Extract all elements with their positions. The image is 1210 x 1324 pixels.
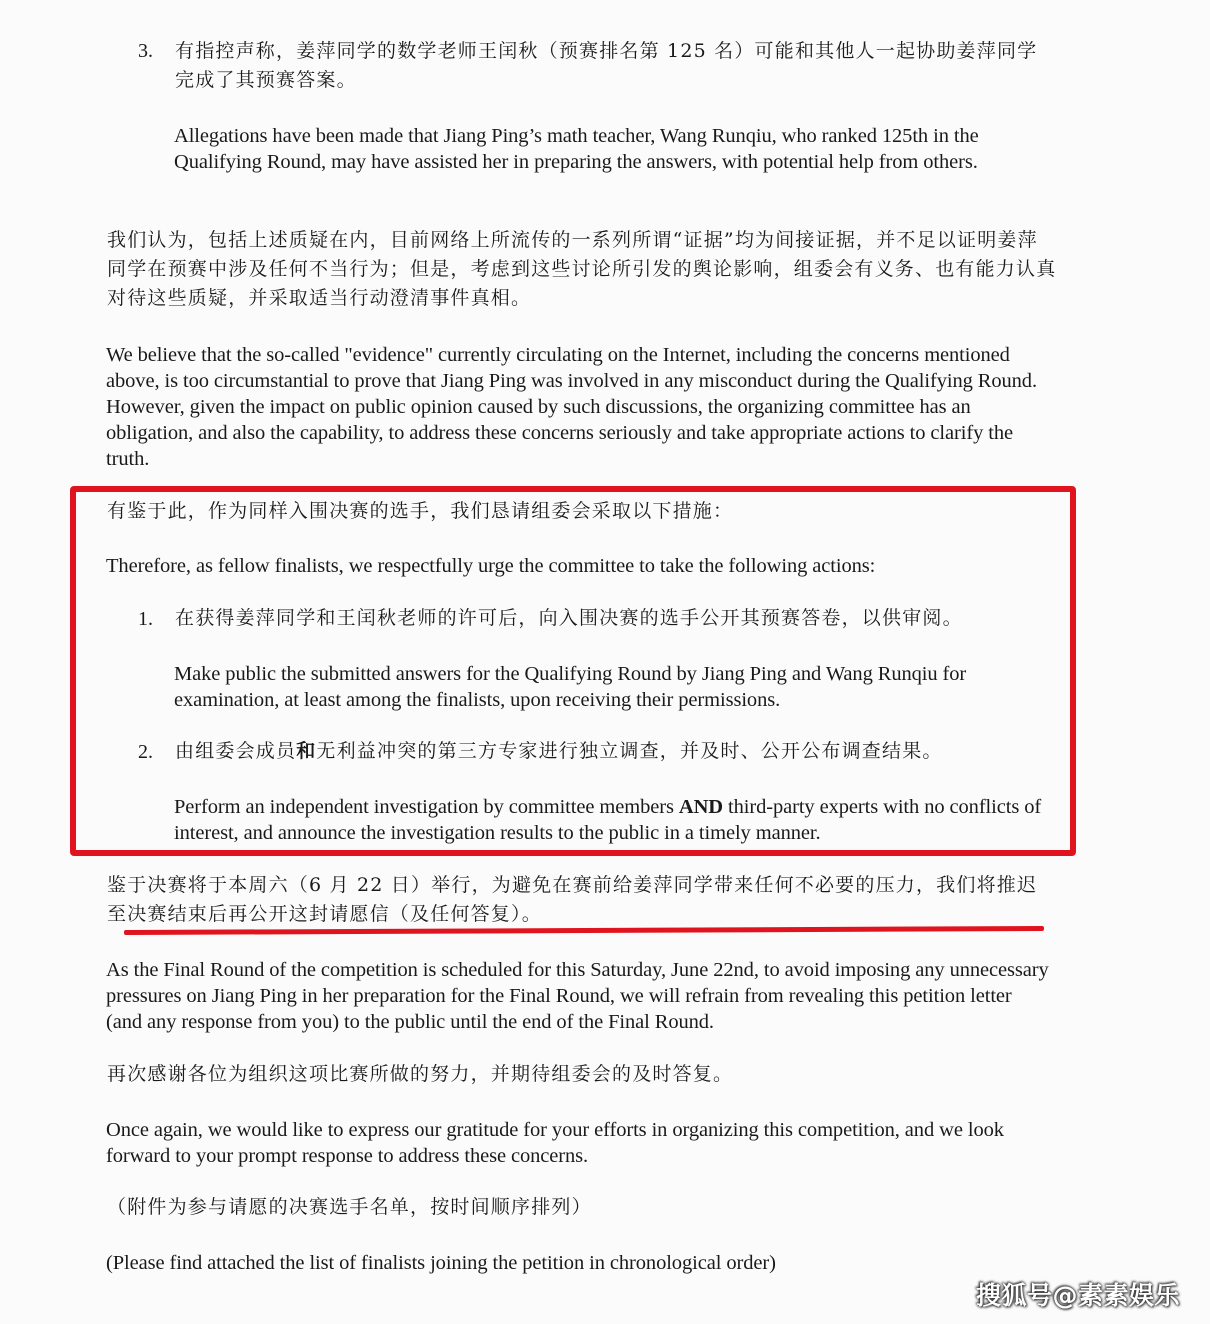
therefore-zh: 有鉴于此，作为同样入围决赛的选手，我们恳请组委会采取以下措施：	[107, 500, 734, 522]
attachment-en: (Please find attached the list of finalists joining the petition in chronological order)	[106, 1252, 776, 1274]
action-2-zh: 由组委会成员和无利益冲突的第三方专家进行独立调查，并及时、公开公布调查结果。	[175, 740, 943, 762]
action-1-en: Make public the submitted answers for the Qualifying Round by Jiang Ping and Wang Runqiu for examination, at least among the finalists, upon receiving their permissions.	[174, 663, 967, 711]
final-round-en: As the Final Round of the competition is scheduled for this Saturday, June 22nd, to avoid imposing any unnecessary pressures on Jiang Ping in her preparation for the Final Round, we will refrain from revealing this petition letter (and any response from you) to the public until the end of the Final Round.	[106, 959, 1049, 1033]
belief-zh: 我们认为，包括上述质疑在内，目前网络上所流传的一系列所谓“证据”均为间接证据，并不足以证明姜萍同学在预赛中涉及任何不当行为；但是，考虑到这些讨论所引发的舆论影响，组委会有义务、也有能力认真对待这些质疑，并采取适当行动澄清事件真相。	[107, 229, 1057, 309]
final-round-zh: 鉴于决赛将于本周六（6 月 22 日）举行，为避免在赛前给姜萍同学带来任何不必要的压力，我们将推迟至决赛结束后再公开这封请愿信（及任何答复）。	[107, 874, 1038, 925]
thanks-en: Once again, we would like to express our gratitude for your efforts in organizing this competition, and we look forward to your prompt response to address these concerns.	[106, 1119, 1004, 1167]
action-2-number: 2.	[138, 741, 153, 763]
thanks-zh: 再次感谢各位为组织这项比赛所做的努力，并期待组委会的及时答复。	[107, 1063, 734, 1085]
action-2-en-bold: AND	[678, 796, 723, 818]
item-3-en: Allegations have been made that Jiang Ping’s math teacher, Wang Runqiu, who ranked 125th in the Qualifying Round, may have assisted her in preparing the answers, with potential help from others.	[174, 125, 979, 173]
item-3-zh: 有指控声称，姜萍同学的数学老师王闰秋（预赛排名第 125 名）可能和其他人一起协助姜萍同学完成了其预赛答案。	[175, 40, 1038, 91]
belief-en: We believe that the so-called "evidence" currently circulating on the Internet, including the concerns mentioned above, is too circumstantial to prove that Jiang Ping was involved in any misconduct during the Qualifying Round. However, given the impact on public opinion caused by such discussions, the organizing committee has an obligation, and also the capability, to address these concerns seriously and take appropriate actions to clarify the truth.	[106, 344, 1037, 470]
item-3-number: 3.	[138, 40, 153, 62]
attachment-zh: （附件为参与请愿的决赛选手名单，按时间顺序排列）	[107, 1196, 592, 1218]
action-2-en: Perform an independent investigation by committee members AND third-party experts with no conflicts of interest, and announce the investigation results to the public in a timely manner.	[174, 796, 1042, 844]
action-2-zh-bold: 和	[296, 740, 317, 762]
watermark: 搜狐号@素素娱乐	[975, 1281, 1180, 1310]
action-1-number: 1.	[138, 608, 153, 630]
therefore-en: Therefore, as fellow finalists, we respectfully urge the committee to take the following actions:	[106, 555, 876, 577]
action-1-zh: 在获得姜萍同学和王闰秋老师的许可后，向入围决赛的选手公开其预赛答卷，以供审阅。	[175, 607, 963, 629]
